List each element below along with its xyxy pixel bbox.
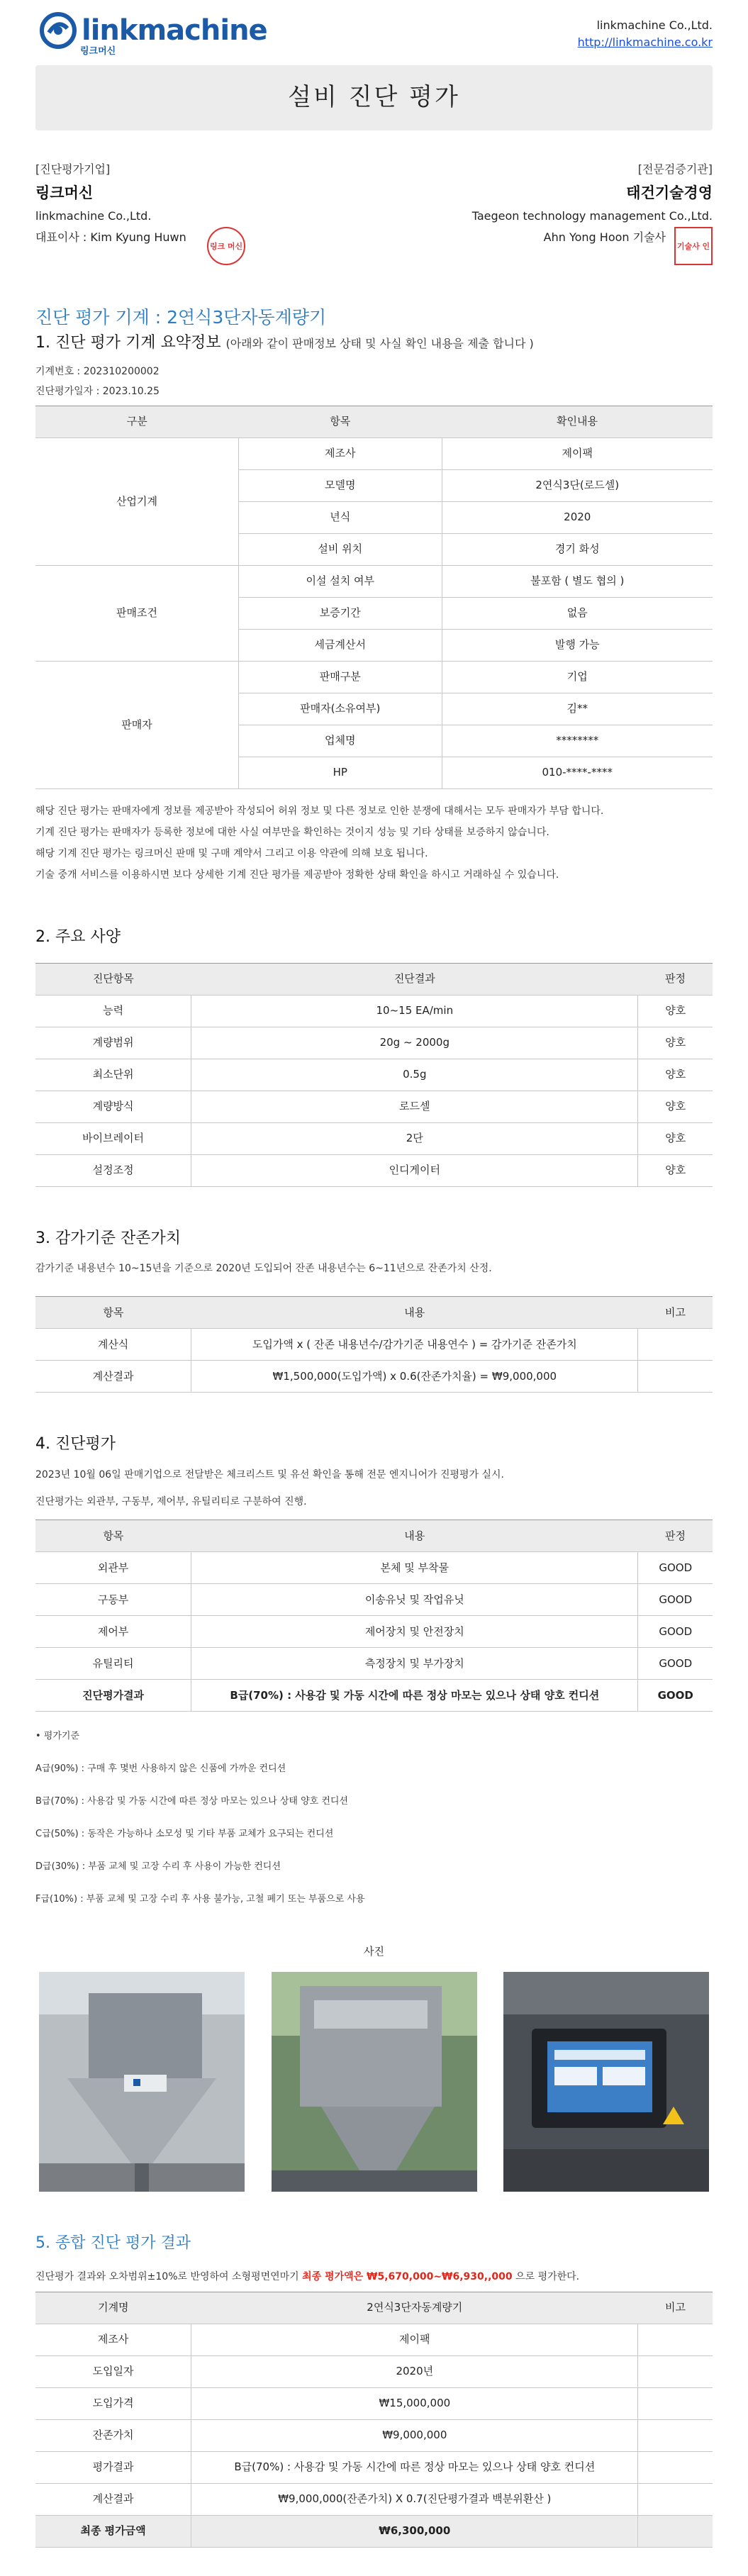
table-cell: ₩9,000,000(잔존가치) X 0.7(진단평가결과 백분위환산 ): [191, 2483, 638, 2515]
grade-line: A급(90%) : 구매 후 몇번 사용하지 않은 신품에 가까운 컨디션: [35, 1763, 286, 1775]
final-range-text: 최종 평가액은 ₩5,670,000~₩6,930,,000: [302, 2270, 513, 2282]
table-cell: 2020년: [191, 2355, 638, 2387]
table-cell: 제조사: [35, 2324, 191, 2355]
table-cell: 도입일자: [35, 2355, 191, 2387]
table-header-row: [35, 406, 713, 437]
machine-number: 기계번호 : 202310200002: [35, 365, 160, 377]
table-cell: 20g ~ 2000g: [191, 1027, 638, 1059]
table-row: [35, 1122, 713, 1154]
table-row: [35, 1584, 713, 1616]
party-name-en: linkmachine Co.,Ltd.: [35, 209, 152, 223]
table-row: [35, 1329, 713, 1361]
evaluation-date: 진단평가일자 : 2023.10.25: [35, 385, 160, 397]
logo-sub-text: 링크머신: [80, 46, 116, 57]
table-row: [35, 565, 713, 597]
table-header-row: [35, 1520, 713, 1552]
depreciation-table: [35, 1296, 713, 1393]
table-header-cell: 2연식3단자동계량기: [191, 2292, 638, 2324]
party-name: 태건기술경영: [626, 184, 713, 201]
table-cell: 양호: [638, 1154, 713, 1186]
value-cell: 2020: [442, 501, 713, 533]
item-cell: 이설 설치 여부: [239, 565, 442, 597]
company-info: [578, 17, 713, 51]
table-header-cell: 구분: [35, 406, 239, 437]
table-cell: 본체 및 부착물: [191, 1552, 638, 1584]
value-cell: ********: [442, 725, 713, 757]
table-cell: GOOD: [638, 1648, 713, 1680]
item-cell: 세금계산서: [239, 629, 442, 661]
section3-heading: 3. 감가기준 잔존가치: [35, 1229, 181, 1247]
spec-table: [35, 963, 713, 1187]
grade-line: D급(30%) : 부품 교체 및 고장 수리 후 사용이 가능한 컨디션: [35, 1861, 281, 1873]
value-cell: 없음: [442, 597, 713, 629]
table-cell: ₩1,500,000(도입가액) x 0.6(잔존가치율) = ₩9,000,000: [191, 1361, 638, 1393]
table-cell: [638, 2483, 713, 2515]
result-cell: 진단평가결과: [35, 1680, 191, 1712]
section4-description: 진단평가는 외관부, 구동부, 제어부, 유틸리티로 구분하여 진행.: [35, 1496, 307, 1508]
section5-description: [35, 2266, 713, 2287]
table-cell: 이송유닛 및 작업유닛: [191, 1584, 638, 1616]
group-label-cell: 판매자: [35, 661, 239, 788]
party-rep: Ahn Yong Hoon 기술사: [543, 230, 666, 244]
table-cell: 10~15 EA/min: [191, 995, 638, 1027]
section2-heading: 2. 주요 사양: [35, 927, 121, 946]
table-header-cell: 내용: [191, 1297, 638, 1329]
company-seal-stamp: 링크 머신: [207, 227, 245, 265]
grade-criteria-title: • 평가기준: [35, 1731, 80, 1742]
party-name-en: Taegeon technology management Co.,Ltd.: [471, 209, 713, 223]
table-row: [35, 2451, 713, 2483]
disclaimer-line: 해당 기계 진단 평가는 링크머신 판매 및 구매 계약서 그리고 이용 약관에 의해 보호 됩니다.: [35, 847, 428, 859]
table-header-row: [35, 1297, 713, 1329]
engineer-seal-stamp: 기술사 인: [674, 227, 713, 265]
table-cell: 양호: [638, 1027, 713, 1059]
table-cell: 계산결과: [35, 2483, 191, 2515]
item-cell: 보증기간: [239, 597, 442, 629]
party-rep: 대표이사 : Kim Kyung Huwn: [35, 230, 186, 244]
group-label-cell: 산업기계: [35, 437, 239, 565]
machine-photo: [503, 1972, 709, 2192]
table-row: [35, 1027, 713, 1059]
table-cell: 측정장치 및 부가장치: [191, 1648, 638, 1680]
table-cell: 유틸리티: [35, 1648, 191, 1680]
table-row: [35, 1091, 713, 1122]
table-header-cell: 판정: [638, 963, 713, 995]
logo: [39, 11, 267, 50]
table-cell: 양호: [638, 1059, 713, 1091]
result-cell: B급(70%) : 사용감 및 가동 시간에 따른 정상 마모는 있으나 상태 양호 컨디션: [191, 1680, 638, 1712]
machine-photo: [272, 1972, 477, 2192]
item-cell: 설비 위치: [239, 533, 442, 565]
table-row: [35, 2387, 713, 2419]
diagnosis-table: [35, 1520, 713, 1712]
value-cell: 기업: [442, 661, 713, 693]
table-cell: 바이브레이터: [35, 1122, 191, 1154]
table-header-cell: 항목: [35, 1520, 191, 1552]
table-header-cell: 비고: [638, 2292, 713, 2324]
table-header-cell: 항목: [35, 1297, 191, 1329]
grade-criteria: [35, 1720, 713, 1916]
disclaimer-line: 기계 진단 평가는 판매자가 등록한 정보에 대한 사실 여부만을 확인하는 것이지 성능 및 기타 상태를 보증하지 않습니다.: [35, 826, 549, 838]
table-header-cell: 확인내용: [442, 406, 713, 437]
table-header-cell: 진단항목: [35, 963, 191, 995]
table-cell: GOOD: [638, 1552, 713, 1584]
final-amount-cell: [638, 2515, 713, 2547]
table-cell: GOOD: [638, 1584, 713, 1616]
table-cell: 인디게이터: [191, 1154, 638, 1186]
table-cell: 구동부: [35, 1584, 191, 1616]
table-row: [35, 1648, 713, 1680]
table-row: [35, 2324, 713, 2355]
table-cell: [638, 1329, 713, 1361]
section4-heading: 4. 진단평가: [35, 1435, 116, 1454]
table-header-cell: 내용: [191, 1520, 638, 1552]
table-row: [35, 1361, 713, 1393]
table-row: [35, 2483, 713, 2515]
table-cell: 계산결과: [35, 1361, 191, 1393]
value-cell: 제이팩: [442, 437, 713, 469]
final-amount-cell: 최종 평가금액: [35, 2515, 191, 2547]
value-cell: 경기 화성: [442, 533, 713, 565]
company-name: linkmachine Co.,Ltd.: [596, 18, 713, 32]
table-cell: 설정조정: [35, 1154, 191, 1186]
disclaimer-line: 해당 진단 평가는 판매자에게 정보를 제공받아 작성되어 허위 정보 및 다른 정보로 인한 분쟁에 대해서는 모두 판매자가 부담 합니다.: [35, 805, 604, 817]
table-cell: 2단: [191, 1122, 638, 1154]
table-cell: 능력: [35, 995, 191, 1027]
table-cell: 평가결과: [35, 2451, 191, 2483]
table-header-cell: 진단결과: [191, 963, 638, 995]
table-cell: ₩9,000,000: [191, 2419, 638, 2451]
item-cell: 년식: [239, 501, 442, 533]
table-row: [35, 1059, 713, 1091]
logo-main-text: linkmachine: [82, 14, 267, 47]
table-cell: [638, 2451, 713, 2483]
party-tag: [진단평가기업]: [35, 162, 111, 176]
section4-description: 2023년 10월 06일 판매기업으로 전달받은 체크리스트 및 유선 확인을 통해 전문 엔지니어가 진평평가 실시.: [35, 1469, 504, 1481]
summary-table: [35, 406, 713, 789]
table-row: [35, 1552, 713, 1584]
table-row: [35, 2355, 713, 2387]
value-cell: 발행 가능: [442, 629, 713, 661]
table-cell: B급(70%) : 사용감 및 가동 시간에 따른 정상 마모는 있으나 상태 양호 컨디션: [191, 2451, 638, 2483]
final-amount-row: [35, 2515, 713, 2547]
parties: [35, 159, 713, 301]
final-amount-cell: ₩6,300,000: [191, 2515, 638, 2547]
table-cell: 0.5g: [191, 1059, 638, 1091]
table-cell: [638, 2355, 713, 2387]
value-cell: 010-****-****: [442, 757, 713, 788]
table-row: [35, 1616, 713, 1648]
table-cell: [638, 2387, 713, 2419]
table-row: [35, 437, 713, 469]
section3-description: 감가기준 내용년수 10~15년을 기준으로 2020년 도입되어 잔존 내용년수는 6~11년으로 잔존가치 산정.: [35, 1263, 492, 1275]
table-cell: 양호: [638, 1091, 713, 1122]
section1-heading: [35, 333, 713, 355]
table-cell: ₩15,000,000: [191, 2387, 638, 2419]
photos-label: 사진: [364, 1945, 384, 1958]
section1-heading-text: 1. 진단 평가 기계 요약정보: [35, 334, 221, 352]
value-cell: 2연식3단(로드셀): [442, 469, 713, 501]
table-cell: [638, 2419, 713, 2451]
item-cell: 제조사: [239, 437, 442, 469]
final-result-table: [35, 2292, 713, 2548]
table-cell: 제어장치 및 안전장치: [191, 1616, 638, 1648]
table-cell: 도입가격: [35, 2387, 191, 2419]
machine-photo: [39, 1972, 245, 2192]
machine-title: 진단 평가 기계 : 2연식3단자동계량기: [35, 307, 327, 328]
table-cell: 도입가액 x ( 잔존 내용년수/감가기준 내용연수 ) = 감가기준 잔존가치: [191, 1329, 638, 1361]
table-cell: [638, 1361, 713, 1393]
table-cell: 최소단위: [35, 1059, 191, 1091]
grade-line: C급(50%) : 동작은 가능하나 소모성 및 기타 부품 교체가 요구되는 컨디션: [35, 1829, 334, 1840]
table-row: [35, 2419, 713, 2451]
table-cell: 제어부: [35, 1616, 191, 1648]
item-cell: 판매자(소유여부): [239, 693, 442, 725]
item-cell: 모델명: [239, 469, 442, 501]
table-cell: GOOD: [638, 1616, 713, 1648]
photo-gallery: [35, 1972, 713, 2192]
group-label-cell: 판매조건: [35, 565, 239, 661]
table-row: [35, 661, 713, 693]
linkmachine-logo-icon: [39, 11, 77, 50]
party-tag: [전문검증기관]: [637, 162, 713, 176]
table-cell: 계량범위: [35, 1027, 191, 1059]
table-header-row: [35, 2292, 713, 2324]
table-header-cell: 비고: [638, 1297, 713, 1329]
table-cell: 계산식: [35, 1329, 191, 1361]
grade-line: B급(70%) : 사용감 및 가동 시간에 따른 정상 마모는 있으나 상태 양호 컨디션: [35, 1796, 348, 1807]
value-cell: 김**: [442, 693, 713, 725]
header: [35, 0, 713, 65]
table-header-row: [35, 963, 713, 995]
table-row: [35, 1154, 713, 1186]
item-cell: HP: [239, 757, 442, 788]
party-evaluator: [35, 159, 186, 248]
table-cell: 양호: [638, 995, 713, 1027]
table-cell: 제이팩: [191, 2324, 638, 2355]
value-cell: 불포함 ( 별도 협의 ): [442, 565, 713, 597]
table-cell: 잔존가치: [35, 2419, 191, 2451]
page-title: 설비 진단 평가: [35, 65, 713, 130]
table-cell: 계량방식: [35, 1091, 191, 1122]
result-cell: GOOD: [638, 1680, 713, 1712]
table-cell: 로드셀: [191, 1091, 638, 1122]
section1-heading-note: (아래와 같이 판매정보 상태 및 사실 확인 내용을 제출 합니다 ): [225, 337, 534, 350]
item-cell: 업체명: [239, 725, 442, 757]
disclaimer-line: 기술 중개 서비스를 이용하시면 보다 상세한 기계 진단 평가를 제공받아 정확한 상태 확인을 하시고 거래하실 수 있습니다.: [35, 869, 559, 881]
table-header-cell: 판정: [638, 1520, 713, 1552]
table-header-cell: 기계명: [35, 2292, 191, 2324]
diagnosis-result-row: [35, 1680, 713, 1712]
section5-heading: 5. 종합 진단 평가 결과: [35, 2234, 191, 2253]
company-url-link[interactable]: http://linkmachine.co.kr: [577, 35, 713, 49]
party-name: 링크머신: [35, 184, 94, 201]
table-cell: 양호: [638, 1122, 713, 1154]
table-cell: 외관부: [35, 1552, 191, 1584]
table-row: [35, 995, 713, 1027]
grade-line: F급(10%) : 부품 교체 및 고장 수리 후 사용 불가능, 고철 폐기 또는 부품으로 사용: [35, 1894, 365, 1905]
table-header-cell: 항목: [239, 406, 442, 437]
section5-desc-after: 으로 평가한다.: [512, 2270, 580, 2282]
table-cell: [638, 2324, 713, 2355]
disclaimer-notes: [35, 801, 713, 886]
section5-desc-before: 진단평가 결과와 오차범위±10%로 반영하여 소형평면연마기: [35, 2270, 303, 2282]
item-cell: 판매구분: [239, 661, 442, 693]
